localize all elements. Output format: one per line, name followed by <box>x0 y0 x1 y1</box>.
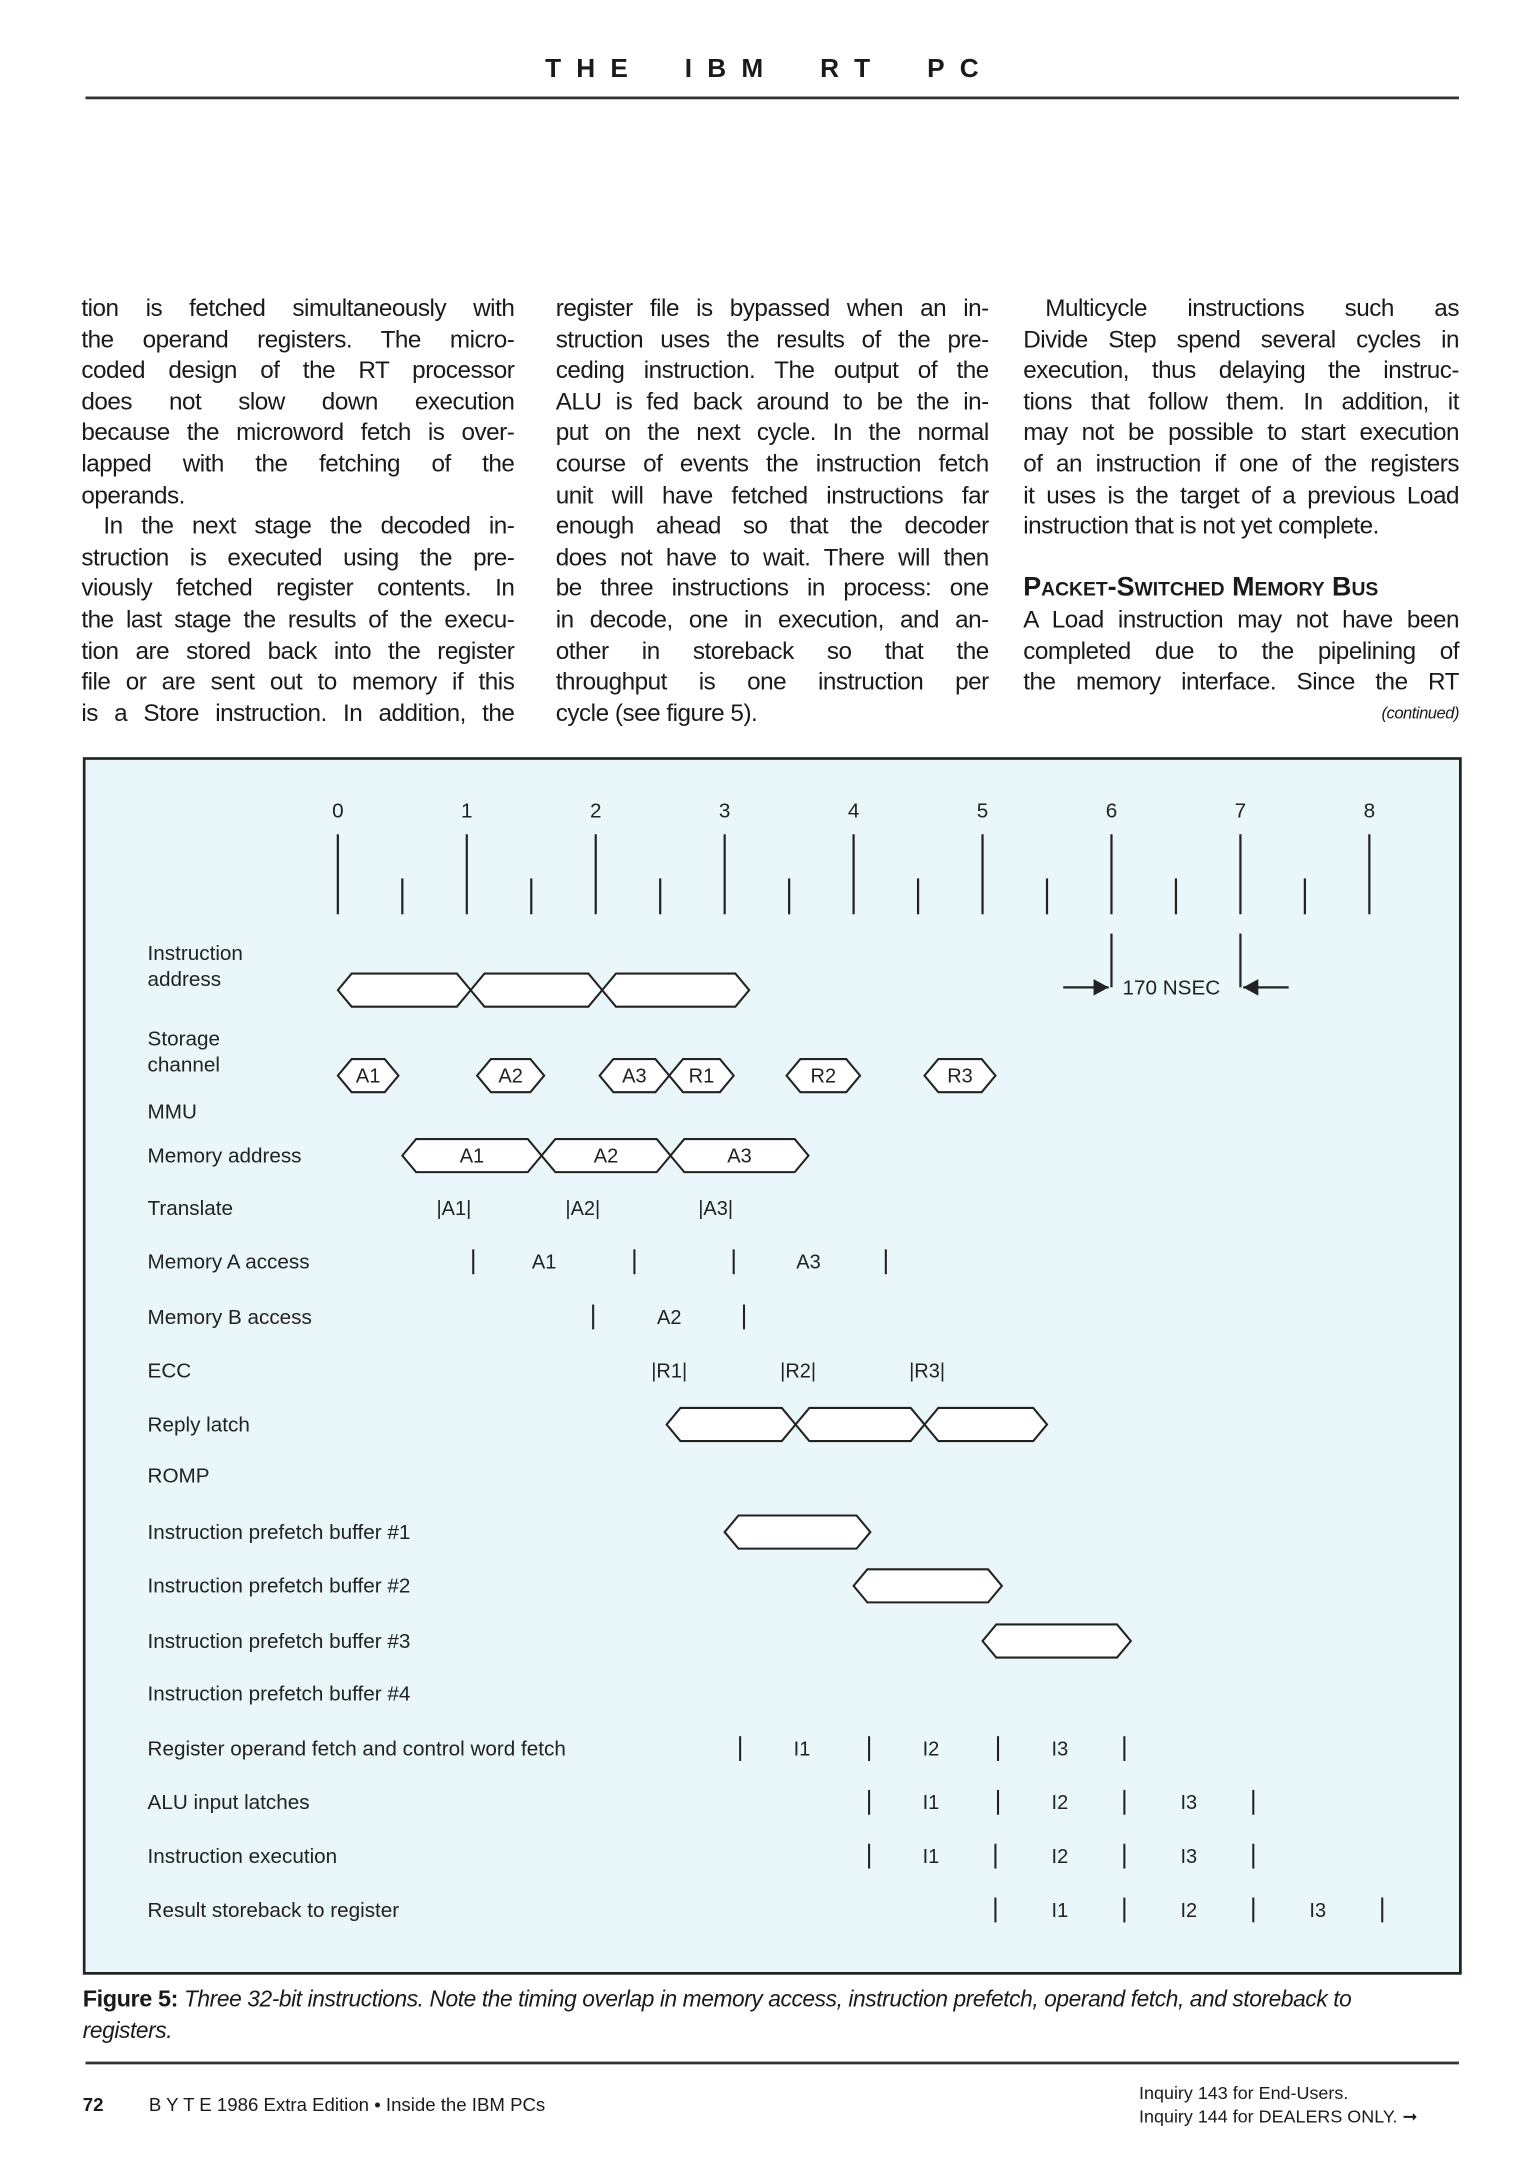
inquiry-dealers-text: Inquiry 144 for DEALERS ONLY. <box>1139 2105 1398 2127</box>
row-label: ECC <box>147 1359 192 1383</box>
row-label: MMU <box>147 1100 197 1124</box>
bus-segment <box>667 1408 796 1441</box>
right-arrow-icon: ➞ <box>1402 2105 1418 2127</box>
row-label: Storage <box>147 1027 220 1051</box>
timing-label: I3 <box>1180 1846 1198 1869</box>
body-text-line: of an instruction if one of the registers <box>1023 449 1459 478</box>
timing-label: I1 <box>922 1846 940 1869</box>
timing-label: I3 <box>1051 1738 1069 1761</box>
bus-segment <box>602 974 749 1007</box>
body-text-line: lapped with the fetching of the <box>81 449 515 478</box>
body-text-line: may not be possible to start execution <box>1023 418 1459 446</box>
inquiry-dealers <box>1139 2106 1417 2128</box>
tick-label: 3 <box>718 799 731 823</box>
body-text-line: ALU is fed back around to be the in- <box>555 387 989 415</box>
paragraph-gap <box>1023 542 1459 573</box>
caption-label: Figure 5: <box>82 1985 179 2012</box>
figure-caption <box>83 1983 1434 2048</box>
row-label: Instruction prefetch buffer #4 <box>147 1682 411 1706</box>
row-label: Reply latch <box>147 1413 250 1437</box>
bus-segment <box>983 1624 1131 1657</box>
body-text-line: put on the next cycle. In the normal <box>555 418 989 446</box>
body-text-line: Multicycle instructions such as <box>1045 293 1459 322</box>
publication-line: B Y T E 1986 Extra Edition • Inside the IBM PCs <box>148 2094 546 2116</box>
body-text-line: throughput is one instruction per <box>555 667 989 696</box>
body-text-line: unit will have fetched instructions far <box>555 480 989 509</box>
text-column-1 <box>81 292 514 728</box>
bus-segment <box>338 974 471 1007</box>
continued-note: (continued) <box>1381 702 1459 723</box>
tick-label: 5 <box>976 799 989 823</box>
body-text-line: register file is bypassed when an in- <box>555 293 989 322</box>
body-text-line: execution, thus delaying the instruc- <box>1023 356 1459 384</box>
caption-text: Three 32-bit instructions. Note the timing overlap in memory access, instruction prefetch, operand fetch, and storeback to registers. <box>82 1987 1352 2044</box>
timing-label: I1 <box>1051 1899 1069 1922</box>
row-label: Instruction prefetch buffer #2 <box>147 1574 411 1598</box>
body-text-line: Divide Step spend several cycles in <box>1023 324 1459 353</box>
row-label: channel <box>147 1053 220 1077</box>
row-label: Instruction <box>147 941 243 965</box>
bus-label: A2 <box>498 1065 523 1088</box>
row-label: address <box>147 967 222 991</box>
running-header: THE IBM RT PC <box>545 55 994 85</box>
timing-label: |R2| <box>780 1360 817 1383</box>
row-label: ROMP <box>147 1464 210 1488</box>
timing-label: I1 <box>922 1792 940 1815</box>
body-text-line: completed due to the pipelining of <box>1023 636 1459 665</box>
body-text-line: tions that follow them. In addition, it <box>1023 387 1459 415</box>
bus-label: R3 <box>947 1065 973 1088</box>
body-text-line: struction uses the results of the pre- <box>555 324 989 353</box>
body-text-line: because the microword fetch is over- <box>81 418 515 446</box>
bus-segment <box>796 1408 925 1441</box>
body-text-line: coded design of the RT processor <box>81 356 515 384</box>
tick-label: 2 <box>589 799 602 823</box>
header-rule <box>85 97 1458 100</box>
bus-label: A1 <box>355 1065 381 1088</box>
tick-label: 6 <box>1105 799 1118 823</box>
body-text-line: course of events the instruction fetch <box>555 449 989 478</box>
inquiry-end-users: Inquiry 143 for End-Users. <box>1139 2082 1349 2103</box>
row-label: ALU input latches <box>147 1791 310 1815</box>
tick-label: 0 <box>332 799 344 823</box>
timing-label: I1 <box>793 1738 811 1761</box>
text-column-3 <box>1023 292 1459 727</box>
bus-segment <box>471 974 603 1007</box>
text-column-2 <box>556 292 989 728</box>
body-text-line: it uses is the target of a previous Load <box>1023 480 1459 509</box>
body-text-line: cycle (see figure 5). <box>555 698 758 727</box>
timing-label: I3 <box>1180 1792 1198 1815</box>
body-text-line: does not slow down execution <box>81 387 515 415</box>
body-text-line: be three instructions in process: one <box>555 574 989 602</box>
body-text-line: in decode, one in execution, and an- <box>555 605 989 633</box>
row-label: Instruction prefetch buffer #3 <box>147 1629 411 1653</box>
timing-label: |R1| <box>651 1360 688 1383</box>
timing-label: I2 <box>1051 1846 1069 1869</box>
row-label: Register operand fetch and control word fetch <box>147 1737 566 1761</box>
row-label: Memory address <box>147 1144 302 1168</box>
body-text-line: tion is fetched simultaneously with <box>81 293 515 322</box>
timing-label: A1 <box>531 1251 557 1274</box>
bus-segment <box>925 1408 1047 1441</box>
body-text-line: is a Store instruction. In addition, the <box>81 698 515 727</box>
row-label: Instruction prefetch buffer #1 <box>147 1520 411 1544</box>
body-text-line: instruction that is not yet complete. <box>1023 511 1379 540</box>
bus-label: A3 <box>622 1065 647 1088</box>
bus-label: A2 <box>593 1145 619 1168</box>
footer-rule <box>85 2062 1458 2065</box>
page-number: 72 <box>82 2094 104 2116</box>
timing-label: A2 <box>656 1306 682 1329</box>
body-text-line: the memory interface. Since the RT <box>1023 667 1459 696</box>
bus-segment <box>725 1516 871 1549</box>
bus-label: A1 <box>459 1145 485 1168</box>
timing-label: I2 <box>1180 1899 1198 1922</box>
row-label: Result storeback to register <box>147 1898 400 1922</box>
timing-label: I2 <box>922 1738 940 1761</box>
period-label: 170 NSEC <box>1122 976 1221 1000</box>
body-text-line: other in storeback so that the <box>555 636 989 665</box>
body-text-line: operands. <box>81 480 185 509</box>
body-text-line: viously fetched register contents. In <box>81 574 515 602</box>
section-heading: Packet-Switched Memory Bus <box>1023 572 1379 604</box>
timing-label: |R3| <box>909 1360 946 1383</box>
tick-label: 1 <box>461 799 473 823</box>
body-text-line: the operand registers. The micro- <box>81 324 515 353</box>
body-text-line: A Load instruction may not have been <box>1023 605 1459 633</box>
body-text-line: does not have to wait. There will then <box>555 542 989 571</box>
timing-label: A3 <box>796 1251 821 1274</box>
body-text-line: the last stage the results of the execu- <box>81 605 515 633</box>
body-text-line: tion are stored back into the register <box>81 636 515 665</box>
row-label: Memory B access <box>147 1305 312 1329</box>
bus-label: R2 <box>810 1065 837 1088</box>
tick-label: 4 <box>847 799 860 823</box>
timing-diagram <box>83 757 1465 1976</box>
row-label: Translate <box>147 1196 233 1220</box>
timing-label: |A3| <box>698 1197 734 1220</box>
bus-label: R1 <box>688 1065 715 1088</box>
body-text-line: In the next stage the decoded in- <box>103 511 515 540</box>
timing-label: I2 <box>1051 1792 1069 1815</box>
tick-label: 7 <box>1234 799 1247 823</box>
row-label: Memory A access <box>147 1250 310 1274</box>
body-text-line: file or are sent out to memory if this <box>81 667 515 696</box>
timing-label: |A1| <box>436 1197 472 1220</box>
timing-label: I3 <box>1309 1899 1327 1922</box>
tick-label: 8 <box>1363 799 1376 823</box>
timing-label: |A2| <box>565 1197 601 1220</box>
row-label: Instruction execution <box>147 1845 338 1869</box>
bus-segment <box>854 1569 1002 1602</box>
body-text-line: ceding instruction. The output of the <box>555 356 989 384</box>
body-text-line: struction is executed using the pre- <box>81 542 515 571</box>
bus-label: A3 <box>727 1145 752 1168</box>
body-text-line: enough ahead so that the decoder <box>555 511 989 540</box>
